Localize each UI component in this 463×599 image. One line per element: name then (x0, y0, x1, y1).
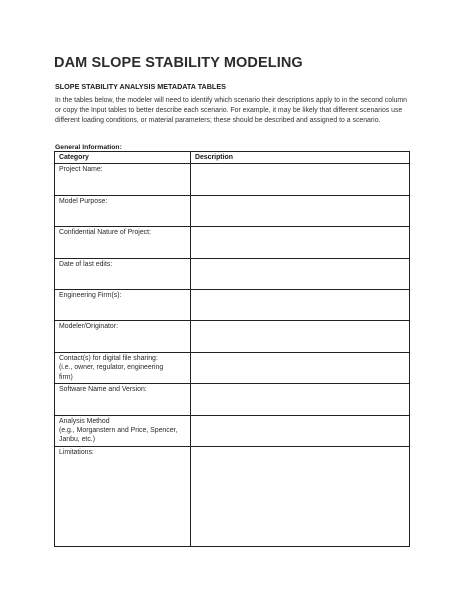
table-row (55, 258, 410, 289)
table-row (55, 164, 410, 195)
table-row (55, 321, 410, 352)
page-title: DAM SLOPE STABILITY MODELING (54, 55, 303, 71)
description-column-header: Description (191, 152, 410, 164)
category-cell-model-purpose: Model Purpose: (55, 195, 191, 226)
section-heading: SLOPE STABILITY ANALYSIS METADATA TABLES (55, 82, 226, 91)
category-cell-modeler-originator: Modeler/Originator: (55, 321, 191, 352)
description-cell-confidential-nature[interactable] (191, 227, 410, 258)
table-row (55, 384, 410, 415)
description-cell-analysis-method[interactable] (191, 415, 410, 446)
description-cell-project-name[interactable] (191, 164, 410, 195)
table-row (55, 446, 410, 546)
category-column-header: Category (55, 152, 191, 164)
table-header-row (55, 152, 410, 164)
description-cell-modeler-originator[interactable] (191, 321, 410, 352)
category-cell-limitations: Limitations: (55, 446, 191, 546)
description-cell-model-purpose[interactable] (191, 195, 410, 226)
table-row (55, 227, 410, 258)
general-information-heading: General Information: (55, 144, 122, 151)
category-cell-project-name: Project Name: (55, 164, 191, 195)
category-cell-confidential-nature: Confidential Nature of Project: (55, 227, 191, 258)
category-cell-analysis-method: Analysis Method (e.g., Morganstern and Price, Spencer, Janbu, etc.) (55, 415, 191, 446)
description-cell-date-of-last-edits[interactable] (191, 258, 410, 289)
description-cell-software-name-version[interactable] (191, 384, 410, 415)
general-information-table (54, 151, 410, 547)
table-row (55, 289, 410, 320)
category-cell-date-of-last-edits: Date of last edits: (55, 258, 191, 289)
category-cell-contacts: Contact(s) for digital file sharing: (i.e., owner, regulator, engineering firm) (55, 352, 191, 383)
table-row (55, 415, 410, 446)
description-cell-limitations[interactable] (191, 446, 410, 546)
table-row (55, 352, 410, 383)
description-cell-contacts[interactable] (191, 352, 410, 383)
table-row (55, 195, 410, 226)
category-cell-software-name-version: Software Name and Version: (55, 384, 191, 415)
description-cell-engineering-firms[interactable] (191, 289, 410, 320)
intro-paragraph: In the tables below, the modeler will need to identify which scenario their descriptions apply to in the second column or copy the Input tables to better describe each scenario. For example, it may be likely that different scenarios use different loading conditions, or material parameters; these should be described and assigned to a scenario. (55, 97, 408, 124)
category-cell-engineering-firms: Engineering Firm(s): (55, 289, 191, 320)
